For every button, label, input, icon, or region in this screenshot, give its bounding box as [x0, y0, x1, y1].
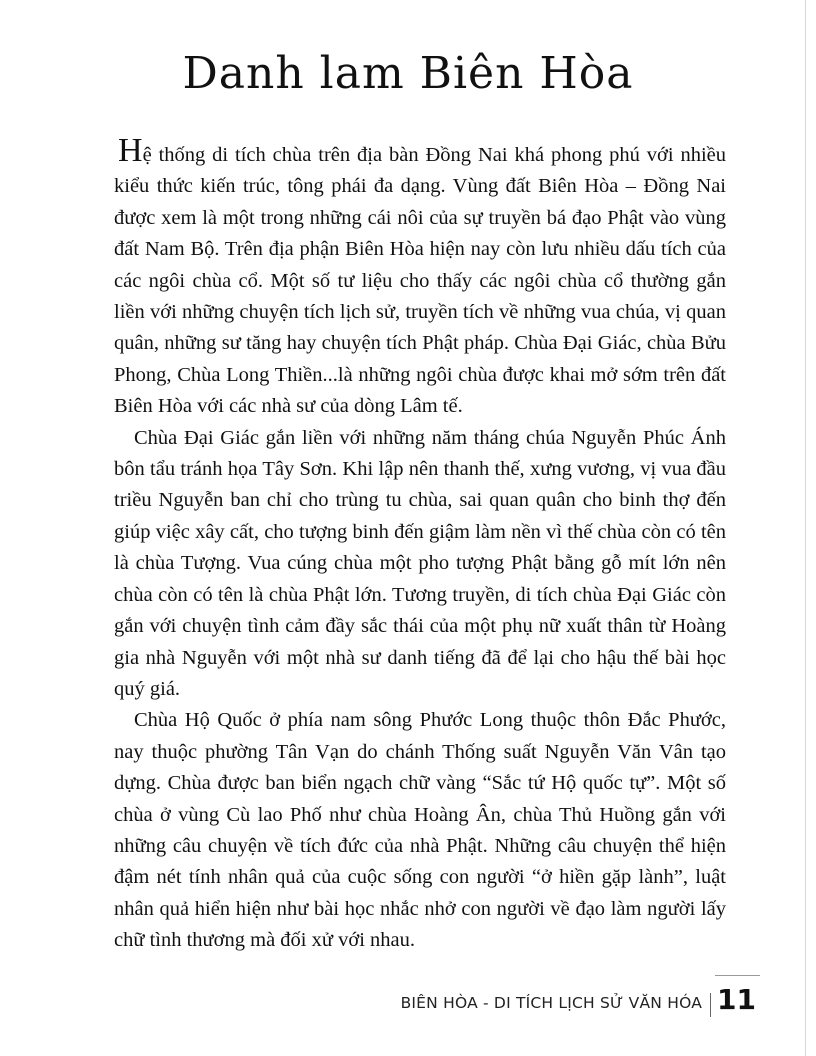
paragraph-2: Chùa Đại Giác gắn liền với những năm tháng chúa Nguyễn Phúc Ánh bôn tẩu tránh họa Tây Sơn. Khi lập nên thanh thế, xưng vương, vị vua đầu triều Nguyễn ban chỉ cho trùng tu chùa, sai quan quân cho binh thợ đến giúp việc xây cất, cho tượng binh đến giậm làm nền vì thế chùa còn có tên là chùa Tượng. Vua cúng chùa một pho tượng Phật bằng gỗ mít lớn nên chùa còn có tên là chùa Phật lớn. Tương truyền, di tích chùa Đại Giác còn gắn với chuyện tình cảm đầy sắc thái của một phụ nữ xuất thân từ Hoàng gia nhà Nguyễn với một nhà sư danh tiếng đã để lại cho hậu thế bài học quý giá. — [114, 426, 726, 700]
footer-separator — [710, 993, 711, 1017]
page-footer — [360, 983, 760, 1023]
footer-rule — [715, 975, 760, 976]
paragraph-1 — [114, 132, 726, 423]
paragraph-1-text: ệ thống di tích chùa trên địa bàn Đồng Nai khá phong phú với nhiều kiểu thức kiến trúc, tông phái đa dạng. Vùng đất Biên Hòa – Đồng Nai được xem là một trong những cái nôi của sự truyền bá đạo Phật vào vùng đất Nam Bộ. Trên địa phận Biên Hòa hiện nay còn lưu nhiều dấu tích của các ngôi chùa cổ. Một số tư liệu cho thấy các ngôi chùa cổ thường gắn liền với những chuyện tích lịch sử, truyền tích về những vua chúa, vị quan quân, những sư tăng hay chuyện tích Phật pháp. Chùa Đại Giác, chùa Bửu Phong, Chùa Long Thiền...là những ngôi chùa được khai mở sớm trên đất Biên Hòa với các nhà sư của dòng Lâm tế. — [114, 144, 726, 418]
page-number: 11 — [717, 983, 756, 1016]
running-title: BIÊN HÒA - DI TÍCH LỊCH SỬ VĂN HÓA — [400, 994, 702, 1012]
page-title: Danh lam Biên Hòa — [182, 48, 634, 99]
paragraph-3: Chùa Hộ Quốc ở phía nam sông Phước Long thuộc thôn Đắc Phước, nay thuộc phường Tân Vạn do chánh Thống suất Nguyễn Văn Vân tạo dựng. Chùa được ban biển ngạch chữ vàng “Sắc tứ Hộ quốc tự”. Một số chùa ở vùng Cù lao Phố như chùa Hoàng Ân, chùa Thủ Huồng gắn với những câu chuyện về tích đức của nhà Phật. Những câu chuyện thể hiện đậm nét tính nhân quả của cuộc sống con người “ở hiền gặp lành”, luật nhân quả hiển hiện như bài học nhắc nhở con người về đạo làm người lấy chữ tình thương mà đối xử với nhau. — [114, 709, 726, 952]
page-edge-line — [805, 0, 806, 1056]
body-text — [114, 132, 726, 957]
drop-cap-letter: H — [118, 132, 143, 169]
